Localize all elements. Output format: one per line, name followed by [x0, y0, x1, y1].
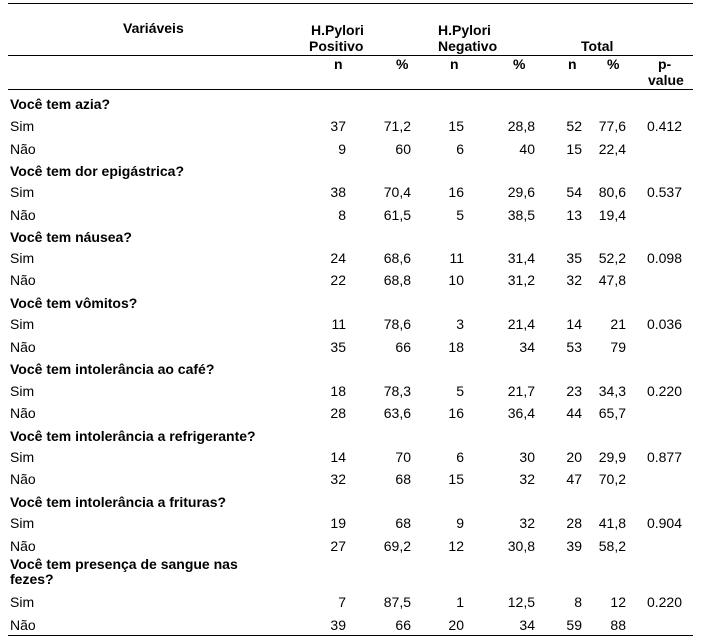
cell-pos-pct: 70,4	[383, 184, 411, 200]
cell-tot-pct: 34,3	[598, 383, 626, 399]
row-label: Não	[10, 405, 36, 421]
row-label: Não	[10, 339, 36, 355]
cell-tot-pct: 70,2	[598, 471, 626, 487]
row-label: Não	[10, 272, 36, 288]
cell-tot-pct: 80,6	[598, 184, 626, 200]
cell-pos-n: 39	[330, 617, 346, 633]
cell-tot-n: 59	[566, 617, 582, 633]
cell-pos-n: 38	[330, 184, 346, 200]
cell-tot-pct: 58,2	[598, 538, 626, 554]
cell-pos-n: 7	[338, 594, 346, 610]
cell-neg-pct: 21,7	[507, 383, 535, 399]
cell-neg-n: 15	[448, 471, 464, 487]
header-variaveis: Variáveis	[123, 20, 184, 36]
cell-tot-n: 23	[566, 383, 582, 399]
cell-neg-n: 15	[448, 118, 464, 134]
row-label: Não	[10, 471, 36, 487]
cell-p: 0.220	[646, 594, 682, 610]
cell-tot-n: 15	[566, 141, 582, 157]
cell-pos-n: 8	[338, 207, 346, 223]
cell-tot-pct: 29,9	[598, 449, 626, 465]
cell-neg-pct: 32	[519, 471, 535, 487]
header-tot-n: n	[568, 56, 577, 72]
cell-pos-pct: 71,2	[383, 118, 411, 134]
cell-pos-pct: 78,6	[383, 316, 411, 332]
cell-neg-n: 3	[456, 316, 464, 332]
header-pos-pct: %	[396, 56, 409, 72]
cell-neg-n: 9	[456, 515, 464, 531]
header-negative-line2: Negativo	[438, 38, 498, 54]
question-label: Você tem dor epigástrica?	[10, 163, 185, 179]
header-group-divider	[8, 55, 693, 56]
cell-neg-pct: 32	[519, 515, 535, 531]
header-total: Total	[581, 38, 614, 54]
cell-pos-n: 28	[330, 405, 346, 421]
table-top-border	[8, 3, 693, 4]
cell-neg-pct: 30,8	[507, 538, 535, 554]
cell-tot-pct: 47,8	[598, 272, 626, 288]
cell-pos-pct: 66	[395, 617, 411, 633]
question-label-continued: fezes?	[10, 571, 54, 587]
cell-tot-pct: 79	[610, 339, 626, 355]
cell-pos-n: 27	[330, 538, 346, 554]
header-positive-line1: H.Pylori	[311, 22, 364, 38]
cell-pos-pct: 78,3	[383, 383, 411, 399]
cell-neg-n: 16	[448, 405, 464, 421]
cell-tot-pct: 12	[610, 594, 626, 610]
question-label: Você tem intolerância ao café?	[10, 361, 215, 377]
cell-tot-pct: 22,4	[598, 141, 626, 157]
cell-pos-n: 22	[330, 272, 346, 288]
cell-neg-pct: 31,2	[507, 272, 535, 288]
cell-p: 0.537	[646, 184, 682, 200]
cell-pos-pct: 68	[395, 515, 411, 531]
cell-pos-n: 14	[330, 449, 346, 465]
row-label: Não	[10, 538, 36, 554]
question-label: Você tem intolerância a frituras?	[10, 494, 227, 510]
cell-tot-n: 47	[566, 471, 582, 487]
question-label: Você tem náusea?	[10, 229, 132, 245]
row-label: Sim	[10, 594, 35, 610]
row-label: Não	[10, 617, 36, 633]
cell-neg-pct: 34	[519, 339, 535, 355]
cell-neg-pct: 38,5	[507, 207, 535, 223]
cell-pos-n: 32	[330, 471, 346, 487]
cell-tot-n: 35	[566, 250, 582, 266]
cell-neg-pct: 12,5	[507, 594, 535, 610]
cell-neg-n: 1	[456, 594, 464, 610]
cell-neg-pct: 28,8	[507, 118, 535, 134]
cell-pos-pct: 70	[395, 449, 411, 465]
cell-neg-pct: 29,6	[507, 184, 535, 200]
cell-tot-pct: 65,7	[598, 405, 626, 421]
cell-pos-pct: 68,6	[383, 250, 411, 266]
cell-pos-n: 37	[330, 118, 346, 134]
header-pvalue-line1: p-	[658, 56, 672, 72]
cell-tot-n: 14	[566, 316, 582, 332]
question-label: Você tem vômitos?	[10, 295, 138, 311]
cell-tot-n: 20	[566, 449, 582, 465]
cell-pos-pct: 63,6	[383, 405, 411, 421]
cell-neg-pct: 36,4	[507, 405, 535, 421]
question-label: Você tem presença de sangue nas	[10, 556, 238, 572]
cell-p: 0.098	[646, 250, 682, 266]
row-label: Sim	[10, 449, 35, 465]
row-label: Sim	[10, 515, 35, 531]
cell-neg-n: 20	[448, 617, 464, 633]
header-neg-n: n	[450, 56, 459, 72]
header-tot-pct: %	[607, 56, 620, 72]
header-pvalue-line2: value	[648, 72, 684, 88]
row-label: Sim	[10, 383, 35, 399]
cell-neg-pct: 34	[519, 617, 535, 633]
cell-pos-pct: 60	[395, 141, 411, 157]
row-label: Sim	[10, 184, 35, 200]
cell-tot-pct: 21	[610, 316, 626, 332]
header-bottom-border	[8, 89, 693, 90]
cell-tot-n: 8	[574, 594, 582, 610]
cell-tot-pct: 19,4	[598, 207, 626, 223]
cell-neg-n: 5	[456, 383, 464, 399]
cell-neg-n: 10	[448, 272, 464, 288]
row-label: Sim	[10, 250, 35, 266]
cell-neg-n: 6	[456, 141, 464, 157]
cell-tot-pct: 52,2	[598, 250, 626, 266]
cell-neg-pct: 31,4	[507, 250, 535, 266]
cell-tot-n: 39	[566, 538, 582, 554]
cell-neg-pct: 30	[519, 449, 535, 465]
cell-tot-pct: 41,8	[598, 515, 626, 531]
cell-neg-n: 5	[456, 207, 464, 223]
row-label: Sim	[10, 316, 35, 332]
cell-tot-n: 32	[566, 272, 582, 288]
row-label: Não	[10, 141, 36, 157]
row-label: Sim	[10, 118, 35, 134]
cell-neg-n: 18	[448, 339, 464, 355]
question-label: Você tem intolerância a refrigerante?	[10, 428, 256, 444]
header-neg-pct: %	[513, 56, 526, 72]
cell-neg-n: 16	[448, 184, 464, 200]
header-pos-n: n	[334, 56, 343, 72]
cell-tot-pct: 88	[610, 617, 626, 633]
cell-p: 0.877	[646, 449, 682, 465]
cell-pos-n: 18	[330, 383, 346, 399]
cell-neg-pct: 21,4	[507, 316, 535, 332]
cell-p: 0.220	[646, 383, 682, 399]
cell-pos-pct: 69,2	[383, 538, 411, 554]
header-negative-line1: H.Pylori	[438, 22, 491, 38]
cell-tot-n: 28	[566, 515, 582, 531]
cell-tot-n: 13	[566, 207, 582, 223]
cell-tot-n: 52	[566, 118, 582, 134]
cell-pos-pct: 68,8	[383, 272, 411, 288]
cell-pos-n: 35	[330, 339, 346, 355]
table-bottom-border	[8, 635, 693, 636]
cell-neg-pct: 40	[519, 141, 535, 157]
cell-tot-n: 53	[566, 339, 582, 355]
header-positive-line2: Positivo	[309, 38, 364, 54]
cell-p: 0.904	[646, 515, 682, 531]
cell-pos-n: 11	[331, 316, 346, 332]
cell-tot-n: 54	[566, 184, 582, 200]
cell-tot-pct: 77,6	[598, 118, 626, 134]
cell-neg-n: 6	[456, 449, 464, 465]
cell-neg-n: 11	[449, 250, 464, 266]
cell-p: 0.412	[646, 118, 682, 134]
question-label: Você tem azia?	[10, 96, 111, 112]
cell-pos-n: 9	[338, 141, 346, 157]
row-label: Não	[10, 207, 36, 223]
cell-pos-pct: 66	[395, 339, 411, 355]
cell-pos-pct: 61,5	[383, 207, 411, 223]
cell-pos-n: 24	[330, 250, 346, 266]
cell-p: 0.036	[646, 316, 682, 332]
cell-pos-pct: 87,5	[383, 594, 411, 610]
cell-tot-n: 44	[566, 405, 582, 421]
cell-pos-n: 19	[330, 515, 346, 531]
cell-pos-pct: 68	[395, 471, 411, 487]
cell-neg-n: 12	[448, 538, 464, 554]
